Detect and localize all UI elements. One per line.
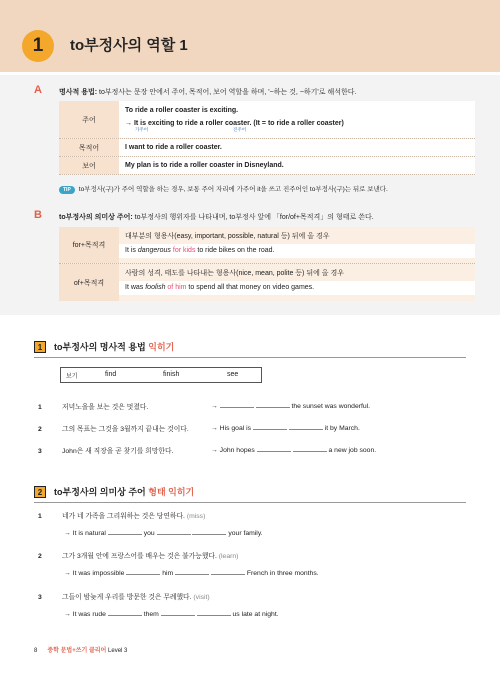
table-row (59, 264, 475, 301)
page-footer (34, 645, 127, 654)
answer-blank[interactable] (256, 401, 290, 408)
dummy-subject-label: 가주어 (135, 127, 149, 132)
answer-blank[interactable] (108, 528, 142, 535)
example-sentence: I want to ride a roller coaster. (125, 144, 222, 151)
answer-line: → the sunset was wonderful. (211, 403, 371, 410)
example-sentence: To ride a roller coaster is exciting. (125, 107, 239, 114)
page-number: 8 (34, 648, 38, 654)
usage-description: 사람의 성격, 태도를 나타내는 형용사(nice, mean, polite 등) 뒤에 올 경우 (125, 270, 345, 277)
answer-blank[interactable] (175, 568, 209, 575)
exercise-2-heading: 2 to부정사의 의미상 주어 형태 익히기 (34, 485, 194, 498)
word-bank-word: see (227, 371, 239, 378)
section-b-heading: to부정사의 의미상 주어: to부정사의 행위자를 나타내며, to부정사 앞에 「for/of+목적격」의 형태로 쓴다. (59, 214, 374, 221)
exercise-1-heading: 1 to부정사의 명사적 용법 익히기 (34, 340, 174, 353)
verb-hint: (miss) (186, 513, 206, 520)
real-subject-label: 진주어 (233, 127, 247, 132)
question-item: 3 그들이 밤늦게 우리를 방문한 것은 무례했다. (visit) (38, 594, 210, 601)
question-item: 2 그가 3개월 안에 프랑스어를 배우는 것은 불가능했다. (learn) (38, 553, 239, 560)
table-row (59, 139, 475, 157)
answer-blank[interactable] (257, 445, 291, 452)
section-a-letter: A (34, 84, 42, 96)
answer-line: → It is natural you your family. (64, 530, 263, 537)
book-title: 중학 문법+쓰기 클리어 (47, 648, 107, 654)
verb-hint: (visit) (193, 594, 210, 601)
example-sentence: It was foolish of him to spend all that money on video games. (119, 281, 475, 295)
word-bank-word: finish (163, 371, 180, 378)
example-sentence: My plan is to ride a roller coaster in Disneyland. (125, 162, 284, 169)
table-row (59, 227, 475, 264)
example-sentence: → It is exciting to ride a roller coaster. (It = to ride a roller coaster) (125, 120, 344, 127)
row-label: 보어 (59, 157, 119, 174)
answer-line: → John hopes a new job soon. (211, 447, 377, 454)
tip-note: TIP to부정사(구)가 주어 역할을 하는 경우, 보통 주어 자리에 가주어 it을 쓰고 진주어인 to부정사(구)는 뒤로 보낸다. (59, 184, 388, 194)
answer-blank[interactable] (197, 609, 231, 616)
word-bank (60, 367, 262, 383)
question-item: 1 네가 네 가족을 그리워하는 것은 당연하다. (miss) (38, 513, 206, 520)
chapter-title: to부정사의 역할 1 (70, 37, 188, 54)
answer-blank[interactable] (293, 445, 327, 452)
question-item: 2 그의 목표는 그것을 3월까지 끝내는 것이다. (38, 426, 189, 433)
question-item: 3 John은 새 직장을 곧 찾기를 희망한다. (38, 448, 174, 455)
answer-line: → It was rude them us late at night. (64, 611, 279, 618)
word-bank-label: 보기 (66, 374, 78, 380)
answer-blank[interactable] (108, 609, 142, 616)
row-label: for+목적격 (59, 227, 119, 263)
book-level: Level 3 (108, 648, 128, 654)
answer-blank[interactable] (161, 609, 195, 616)
example-sentence: It is dangerous for kids to ride bikes on the road. (119, 244, 475, 258)
answer-blank[interactable] (220, 401, 254, 408)
answer-line: → It was impossible him French in three months. (64, 570, 319, 577)
section-b-table (59, 227, 475, 301)
row-label: 목적어 (59, 139, 119, 156)
answer-blank[interactable] (126, 568, 160, 575)
divider (34, 502, 466, 503)
answer-blank[interactable] (289, 423, 323, 430)
exercise-number-badge: 1 (34, 341, 46, 353)
section-a-heading: 명사적 용법: to부정사는 문장 안에서 주어, 목적어, 보어 역할을 하며, '~하는 것, ~하기'로 해석한다. (59, 89, 357, 96)
answer-blank[interactable] (192, 528, 226, 535)
answer-blank[interactable] (253, 423, 287, 430)
divider (34, 357, 466, 358)
section-a-table (59, 101, 475, 175)
table-row (59, 101, 475, 139)
tip-badge: TIP (59, 186, 75, 194)
row-label: of+목적격 (59, 264, 119, 301)
section-b-letter: B (34, 209, 42, 221)
answer-line: → His goal is it by March. (211, 425, 360, 432)
table-row (59, 157, 475, 175)
question-item: 1 저녁노을을 보는 것은 멋졌다. (38, 404, 149, 411)
exercise-number-badge: 2 (34, 486, 46, 498)
chapter-number-badge: 1 (22, 30, 54, 62)
verb-hint: (learn) (218, 553, 239, 560)
answer-blank[interactable] (157, 528, 191, 535)
usage-description: 대부분의 형용사(easy, important, possible, natural 등) 뒤에 올 경우 (125, 233, 330, 240)
word-bank-word: find (105, 371, 117, 378)
answer-blank[interactable] (211, 568, 245, 575)
row-label: 주어 (59, 101, 119, 138)
